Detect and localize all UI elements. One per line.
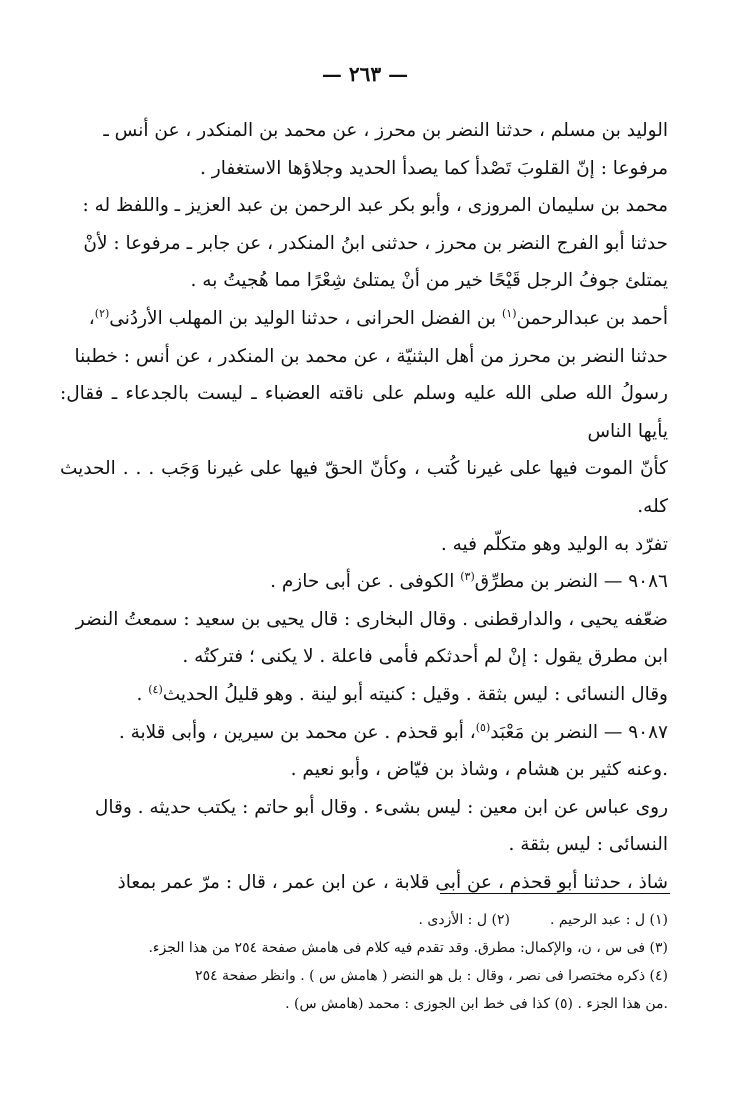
- line-text: وقال النسائى : ليس بثقة . وقيل : كنيته أبو لينة . وهو قليلُ الحديث: [162, 683, 668, 705]
- entry-title: ٩٠٨٦ — النضر بن مطرِّق: [474, 571, 668, 593]
- text-line: شاذ ، حدثنا أبو قحذم ، عن أبى قلابة ، عن ابن عمر ، قال : مرّ عمر بمعاذ: [117, 871, 668, 893]
- text-line: ضعّفه يحيى ، والدارقطنى . وقال البخارى : قال يحيى بن سعيد : سمعتُ النضر: [75, 608, 668, 630]
- text-line: كأنّ الموت فيها على غيرنا كُتب ، وكأنّ الحقّ فيها على غيرنا وَجَب . . . الحديث كله.: [60, 458, 668, 517]
- footnote-1: (١) ل : عبد الرحيم .: [549, 912, 668, 928]
- text-line: مرفوعا : إنّ القلوبَ تَصْدأ كما يصدأ الحديد وجلاؤها الاستغفار .: [200, 157, 668, 179]
- footnote-ref-4: (٤): [148, 682, 163, 696]
- text-line: الوليد بن مسلم ، حدثنا النضر بن محرز ، عن محمد بن المنكدر ، عن أنس ـ: [103, 120, 668, 141]
- page-number: — ٢٦٣ —: [321, 62, 409, 86]
- footnote-4-cont: .من هذا الجزء . (٥) كذا فى خط ابن الجوزى : محمد (هامش س) .: [285, 996, 668, 1012]
- text-line: يمتلئ جوفُ الرجل قَيْحًا خير من أنْ يمتلئ شِعْرًا مما هُجيتُ به .: [190, 270, 668, 292]
- text-line: ابن مطرق يقول : إنْ لم أحدثكم فأمى فاعلة . لا يكنى ؛ فتركتُه .: [182, 646, 668, 668]
- entry-heading-9086: [60, 563, 668, 601]
- footnote-3: (٣) فى س ، ن، والإكمال: مطرق. وقد تقدم فيه كلام فى هامش صفحة ٢٥٤ من هذا الجزء.: [148, 940, 668, 956]
- text-line: تفرّد به الوليد وهو متكلّم فيه .: [440, 533, 668, 555]
- entry-title-rest: ، أبو قحذم . عن محمد بن سيرين ، وأبى قلابة .: [118, 721, 476, 743]
- entry-heading-9087: [60, 714, 668, 752]
- text-line: روى عباس عن ابن معين : ليس بشىء . وقال أبو حاتم : يكتب حديثه . وقال: [94, 796, 668, 818]
- footnote-2: (٢) ل : الأزدى .: [418, 912, 510, 928]
- footnote-4: (٤) ذكره مختصرا فى نصر ، وقال : بل هو النضر ( هامش س ) . وانظر صفحة ٢٥٤: [195, 968, 668, 984]
- text-line: النسائى : ليس بثقة .: [508, 834, 668, 856]
- footnote-ref-1: (١): [501, 306, 517, 320]
- text-line: محمد بن سليمان المروزى ، وأبو بكر عبد الرحمن بن عبد العزيز ـ واللفظ له :: [82, 195, 668, 217]
- footnote-line: [60, 906, 668, 934]
- entry-title-rest: الكوفى . عن أبى حازم .: [270, 571, 461, 593]
- text-line: [60, 300, 668, 338]
- text-line: [60, 676, 668, 714]
- text-line: حدثنا النضر بن محرز من أهل البثنيّة ، عن محمد بن المنكدر ، عن أنس : خطبنا: [74, 345, 668, 367]
- footnote-separator: [440, 893, 670, 894]
- entry-title: ٩٠٨٧ — النضر بن مَعْبَد: [490, 721, 668, 743]
- text-line: رسولُ الله صلى الله عليه وسلم على ناقته العضباء ـ ليست بالجدعاء ـ فقال: يأيها الناس: [60, 383, 668, 442]
- narrator-name: أحمد بن عبدالرحمن: [516, 307, 668, 329]
- line-continuation: بن الفضل الحرانى ، حدثنا الوليد بن المهلب الأردُنى: [109, 307, 502, 329]
- footnotes: [60, 906, 668, 1018]
- text-line: حدثنا أبو الفرج النضر بن محرز ، حدثنى ابنُ المنكدر ، عن جابر ـ مرفوعا : لأنْ: [83, 232, 668, 254]
- footnote-ref-3: (٣): [460, 569, 475, 583]
- footnote-ref-2: (٢): [94, 306, 110, 320]
- text-line: .وعنه كثير بن هشام ، وشاذ بن فيّاض ، وأبو نعيم .: [290, 759, 668, 781]
- line-end: ،: [88, 307, 95, 329]
- line-end: .: [136, 683, 149, 705]
- main-text: [60, 112, 668, 901]
- footnote-ref-5: (٥): [475, 720, 491, 734]
